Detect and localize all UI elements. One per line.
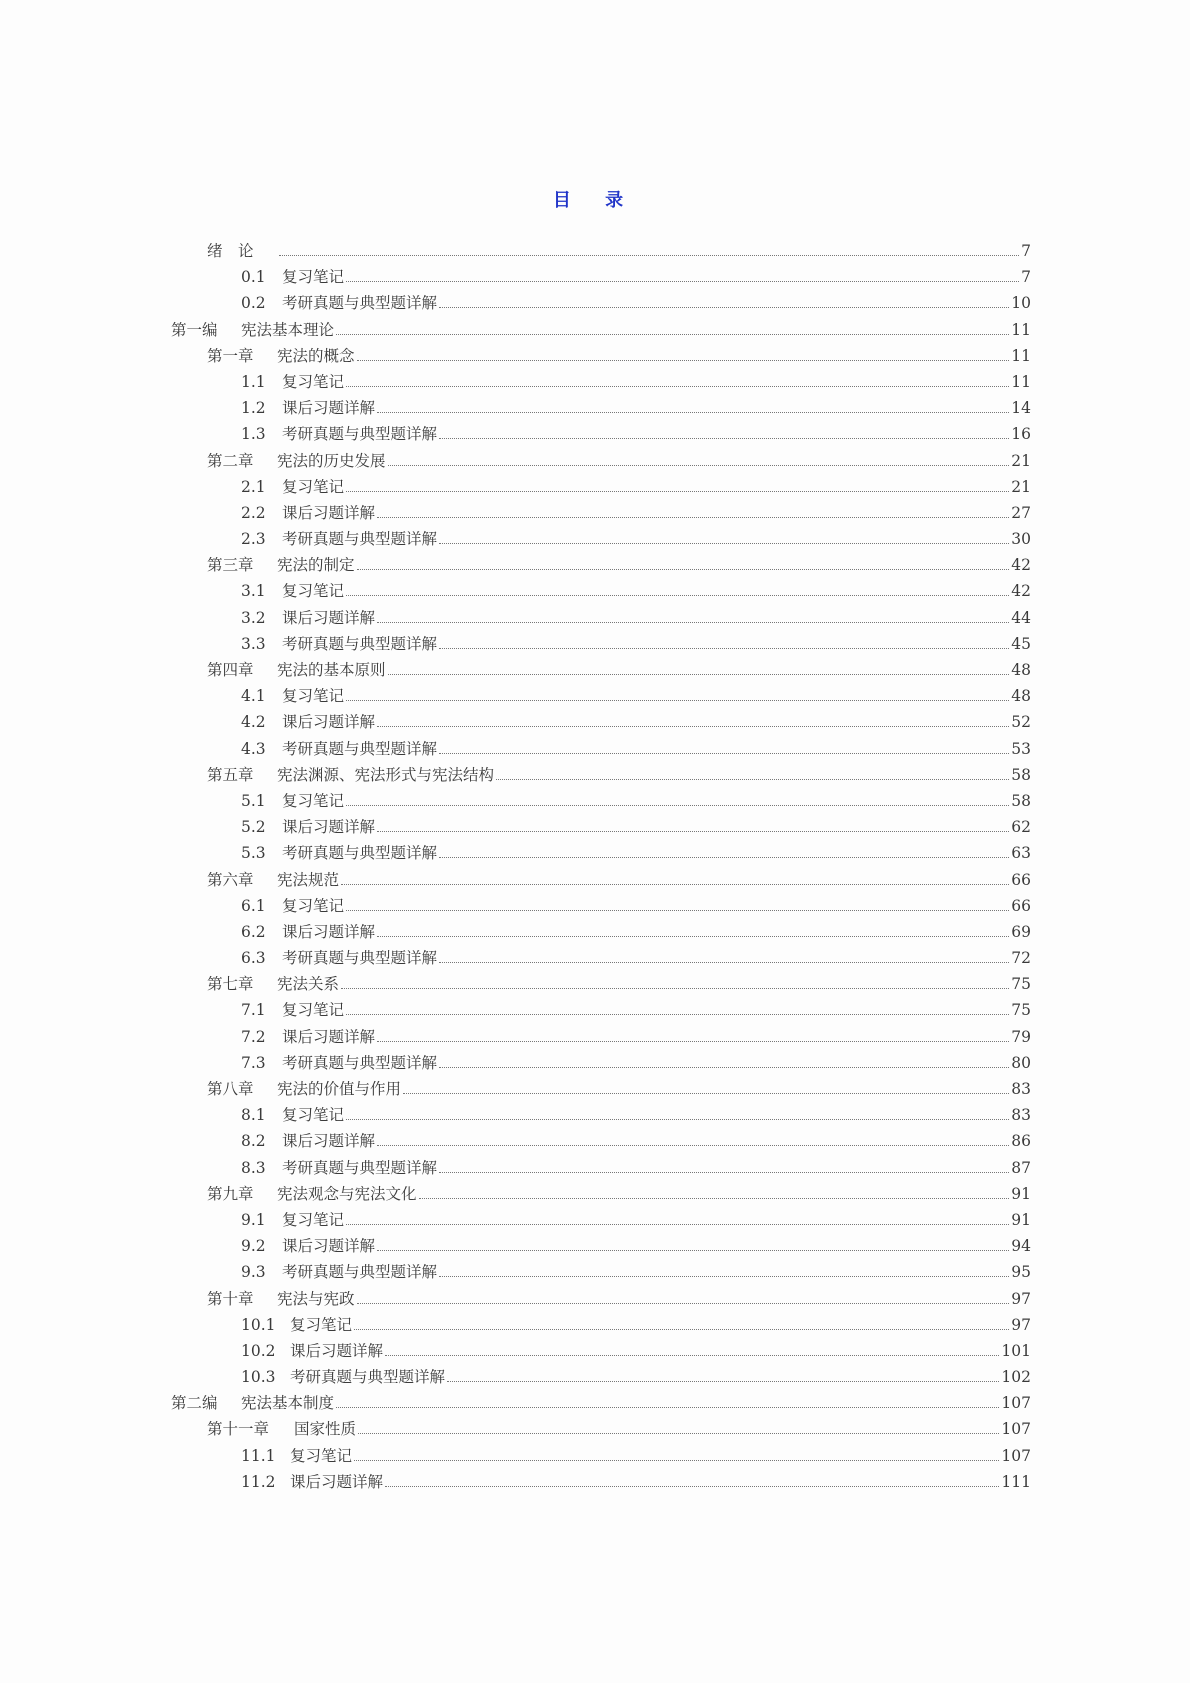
entry-page-number: 66 (1011, 870, 1031, 889)
entry-title: 复习笔记 (290, 1315, 353, 1334)
dot-leader (439, 1172, 1009, 1173)
entry-number: 8.3 (241, 1158, 266, 1177)
entry-page-number: 91 (1011, 1210, 1031, 1229)
dot-leader (439, 962, 1009, 963)
entry-page-number: 72 (1011, 949, 1031, 968)
entry-number: 7.2 (241, 1027, 266, 1046)
entry-title: 复习笔记 (290, 1446, 353, 1465)
entry-number: 绪 论 (207, 242, 254, 260)
toc-entry[interactable] (171, 972, 1031, 998)
entry-page-number: 101 (1001, 1341, 1031, 1360)
entry-title: 宪法渊源、宪法形式与宪法结构 (277, 765, 495, 784)
entry-number: 9.3 (241, 1263, 266, 1282)
entry-title: 课后习题详解 (282, 1237, 376, 1256)
entry-title: 国家性质 (294, 1420, 357, 1439)
entry-page-number: 94 (1011, 1237, 1031, 1256)
entry-title: 考研真题与典型题详解 (282, 949, 438, 968)
entry-number: 8.1 (241, 1106, 266, 1125)
entry-page-number: 83 (1011, 1080, 1031, 1098)
entry-title: 宪法规范 (277, 870, 340, 889)
entry-number: 第六章 (207, 870, 254, 889)
entry-title: 课后习题详解 (282, 608, 376, 627)
entry-number: 第二章 (207, 451, 254, 470)
entry-number: 第九章 (207, 1184, 254, 1203)
dot-leader (377, 622, 1009, 623)
entry-page-number: 14 (1011, 399, 1031, 418)
entry-number: 10.3 (241, 1368, 276, 1387)
dot-leader (336, 1407, 999, 1408)
dot-leader (346, 700, 1009, 701)
dot-leader (385, 1486, 999, 1487)
entry-number: 2.1 (241, 477, 266, 496)
entry-page-number: 97 (1011, 1315, 1031, 1334)
entry-number: 3.1 (241, 582, 266, 601)
toc-entry[interactable] (171, 1287, 1031, 1313)
toc-entry[interactable] (171, 763, 1031, 789)
entry-page-number: 7 (1021, 242, 1031, 260)
entry-number: 第一编 (171, 320, 218, 339)
entry-page-number: 53 (1011, 739, 1031, 758)
toc-entry[interactable] (171, 291, 1031, 317)
toc-entry[interactable] (171, 527, 1031, 553)
entry-page-number: 69 (1011, 922, 1031, 941)
dot-leader (346, 595, 1009, 596)
entry-title: 课后习题详解 (282, 503, 376, 522)
dot-leader (439, 857, 1009, 858)
toc-entry[interactable] (171, 710, 1031, 736)
dot-leader (354, 1329, 1009, 1330)
entry-page-number: 58 (1011, 791, 1031, 810)
entry-page-number: 75 (1011, 975, 1031, 994)
toc-entry[interactable] (171, 658, 1031, 684)
entry-page-number: 102 (1001, 1368, 1031, 1387)
dot-leader (357, 1303, 1010, 1304)
entry-number: 0.1 (241, 268, 266, 287)
toc-entry[interactable] (171, 396, 1031, 422)
toc-entry[interactable] (171, 894, 1031, 920)
toc-entry[interactable] (171, 1260, 1031, 1286)
entry-number: 第五章 (207, 765, 254, 784)
dot-leader (439, 1276, 1009, 1277)
entry-page-number: 52 (1011, 713, 1031, 732)
entry-number: 第十一章 (207, 1420, 270, 1439)
entry-number: 4.1 (241, 687, 266, 706)
toc-title: 目 录 (552, 190, 638, 211)
entry-page-number: 58 (1011, 765, 1031, 784)
toc-entry[interactable] (171, 1339, 1031, 1365)
toc-entry[interactable] (171, 1051, 1031, 1077)
toc-entry[interactable] (171, 1234, 1031, 1260)
entry-title: 考研真题与典型题详解 (282, 425, 438, 444)
entry-page-number: 48 (1011, 661, 1031, 679)
dot-leader (357, 569, 1010, 570)
entry-title: 考研真题与典型题详解 (282, 634, 438, 653)
entry-number: 2.2 (241, 503, 266, 522)
dot-leader (377, 517, 1009, 518)
entry-page-number: 97 (1011, 1289, 1031, 1308)
entry-page-number: 48 (1011, 687, 1031, 706)
entry-page-number: 10 (1011, 294, 1031, 313)
entry-page-number: 21 (1011, 477, 1031, 496)
entry-number: 第八章 (207, 1080, 254, 1098)
toc-entry[interactable] (171, 475, 1031, 501)
dot-leader (358, 1433, 999, 1434)
entry-page-number: 11 (1011, 320, 1031, 339)
toc-entry[interactable] (171, 344, 1031, 370)
entry-title: 复习笔记 (282, 687, 345, 706)
dot-leader (346, 910, 1009, 911)
entry-title: 宪法的制定 (277, 556, 355, 575)
entry-page-number: 79 (1011, 1027, 1031, 1046)
toc-entry[interactable] (171, 449, 1031, 475)
toc-entry[interactable] (171, 920, 1031, 946)
entry-number: 5.1 (241, 791, 266, 810)
toc-entry[interactable] (171, 318, 1031, 344)
dot-leader (439, 753, 1009, 754)
entry-page-number: 66 (1011, 896, 1031, 915)
entry-title: 复习笔记 (282, 582, 345, 601)
entry-title: 复习笔记 (282, 1106, 345, 1125)
entry-title: 课后习题详解 (290, 1341, 384, 1360)
dot-leader (336, 334, 1009, 335)
entry-number: 第三章 (207, 556, 254, 575)
entry-page-number: 87 (1011, 1158, 1031, 1177)
toc-entry[interactable] (171, 815, 1031, 841)
dot-leader (346, 386, 1009, 387)
toc-entry[interactable] (171, 370, 1031, 396)
entry-number: 7.3 (241, 1053, 266, 1072)
entry-number: 4.3 (241, 739, 266, 758)
toc-entry[interactable] (171, 946, 1031, 972)
toc-entry[interactable] (171, 553, 1031, 579)
entry-title: 课后习题详解 (282, 922, 376, 941)
entry-number: 1.3 (241, 425, 266, 444)
dot-leader (496, 779, 1009, 780)
entry-title: 宪法的概念 (277, 346, 355, 365)
entry-page-number: 45 (1011, 634, 1031, 653)
entry-page-number: 80 (1011, 1053, 1031, 1072)
entry-number: 6.2 (241, 922, 266, 941)
entry-page-number: 107 (1001, 1446, 1031, 1465)
dot-leader (279, 255, 1019, 256)
entry-title: 课后习题详解 (282, 818, 376, 837)
toc-entry[interactable] (171, 841, 1031, 867)
entry-number: 第十章 (207, 1289, 254, 1308)
dot-leader (377, 1041, 1009, 1042)
entry-number: 6.3 (241, 949, 266, 968)
entry-page-number: 95 (1011, 1263, 1031, 1282)
entry-number: 3.2 (241, 608, 266, 627)
dot-leader (346, 1224, 1009, 1225)
entry-page-number: 63 (1011, 844, 1031, 863)
toc-entry[interactable] (171, 1129, 1031, 1155)
entry-title: 复习笔记 (282, 1210, 345, 1229)
entry-page-number: 11 (1011, 372, 1031, 391)
entry-page-number: 75 (1011, 1001, 1031, 1020)
entry-number: 7.1 (241, 1001, 266, 1020)
entry-number: 4.2 (241, 713, 266, 732)
entry-page-number: 11 (1011, 346, 1031, 365)
entry-number: 第七章 (207, 975, 254, 994)
dot-leader (341, 884, 1009, 885)
entry-page-number: 30 (1011, 530, 1031, 549)
entry-page-number: 62 (1011, 818, 1031, 837)
entry-title: 考研真题与典型题详解 (282, 1158, 438, 1177)
dot-leader (346, 1119, 1009, 1120)
entry-title: 课后习题详解 (282, 1132, 376, 1151)
dot-leader (439, 1067, 1009, 1068)
toc-entry[interactable] (171, 1391, 1031, 1417)
entry-page-number: 91 (1011, 1184, 1031, 1203)
toc-entry[interactable] (171, 684, 1031, 710)
entry-number: 5.2 (241, 818, 266, 837)
entry-number: 9.1 (241, 1210, 266, 1229)
entry-title: 宪法的价值与作用 (277, 1080, 402, 1098)
dot-leader (439, 648, 1009, 649)
entry-title: 考研真题与典型题详解 (282, 530, 438, 549)
entry-title: 复习笔记 (282, 1001, 345, 1020)
dot-leader (341, 988, 1009, 989)
dot-leader (439, 543, 1009, 544)
dot-leader (385, 1355, 999, 1356)
toc-entry[interactable] (171, 265, 1031, 291)
entry-page-number: 42 (1011, 582, 1031, 601)
entry-title: 复习笔记 (282, 268, 345, 287)
entry-title: 课后习题详解 (282, 399, 376, 418)
entry-page-number: 86 (1011, 1132, 1031, 1151)
toc-entry[interactable] (171, 1365, 1031, 1391)
entry-title: 课后习题详解 (290, 1472, 384, 1491)
toc-entry[interactable] (171, 501, 1031, 527)
entry-page-number: 107 (1001, 1420, 1031, 1439)
entry-number: 10.1 (241, 1315, 276, 1334)
entry-title: 复习笔记 (282, 372, 345, 391)
entry-title: 宪法的基本原则 (277, 661, 386, 679)
entry-title: 考研真题与典型题详解 (282, 1053, 438, 1072)
entry-number: 6.1 (241, 896, 266, 915)
entry-page-number: 83 (1011, 1106, 1031, 1125)
entry-title: 宪法关系 (277, 975, 340, 994)
entry-title: 宪法的历史发展 (277, 451, 386, 470)
entry-title: 宪法观念与宪法文化 (277, 1184, 417, 1203)
dot-leader (354, 1460, 999, 1461)
toc-entry[interactable] (171, 1470, 1031, 1496)
toc-entry[interactable] (171, 632, 1031, 658)
dot-leader (377, 1250, 1009, 1251)
toc-entry[interactable] (171, 1025, 1031, 1051)
dot-leader (346, 805, 1009, 806)
dot-leader (377, 831, 1009, 832)
dot-leader (357, 360, 1010, 361)
entry-page-number: 107 (1001, 1394, 1031, 1413)
entry-title: 复习笔记 (282, 477, 345, 496)
toc-entry[interactable] (171, 868, 1031, 894)
dot-leader (377, 936, 1009, 937)
entry-page-number: 27 (1011, 503, 1031, 522)
dot-leader (403, 1093, 1009, 1094)
toc-entry[interactable] (171, 239, 1031, 265)
toc-entry[interactable] (171, 1313, 1031, 1339)
dot-leader (439, 438, 1009, 439)
entry-title: 宪法基本制度 (241, 1394, 335, 1413)
dot-leader (377, 1145, 1009, 1146)
entry-number: 0.2 (241, 294, 266, 313)
entry-number: 9.2 (241, 1237, 266, 1256)
entry-page-number: 21 (1011, 451, 1031, 470)
toc-entry[interactable] (171, 1208, 1031, 1234)
entry-title: 复习笔记 (282, 896, 345, 915)
dot-leader (346, 1014, 1009, 1015)
dot-leader (346, 281, 1019, 282)
toc-entry[interactable] (171, 606, 1031, 632)
toc-entry[interactable] (171, 789, 1031, 815)
entry-number: 1.2 (241, 399, 266, 418)
entry-title: 宪法基本理论 (241, 320, 335, 339)
entry-title: 考研真题与典型题详解 (282, 844, 438, 863)
entry-number: 2.3 (241, 530, 266, 549)
entry-number: 第一章 (207, 346, 254, 365)
table-of-contents (171, 239, 1031, 1496)
toc-entry[interactable] (171, 422, 1031, 448)
entry-page-number: 7 (1021, 268, 1031, 287)
dot-leader (377, 726, 1009, 727)
entry-title: 课后习题详解 (282, 713, 376, 732)
toc-entry[interactable] (171, 1182, 1031, 1208)
entry-page-number: 16 (1011, 425, 1031, 444)
toc-entry[interactable] (171, 1444, 1031, 1470)
entry-title: 考研真题与典型题详解 (282, 739, 438, 758)
toc-entry[interactable] (171, 998, 1031, 1024)
entry-page-number: 42 (1011, 556, 1031, 575)
toc-entry[interactable] (171, 1417, 1031, 1443)
entry-title: 考研真题与典型题详解 (282, 294, 438, 313)
entry-number: 第四章 (207, 661, 254, 679)
entry-number: 3.3 (241, 634, 266, 653)
entry-number: 10.2 (241, 1341, 276, 1360)
entry-title: 宪法与宪政 (277, 1289, 355, 1308)
entry-title: 考研真题与典型题详解 (282, 1263, 438, 1282)
toc-entry[interactable] (171, 1077, 1031, 1103)
entry-number: 11.2 (241, 1472, 276, 1491)
dot-leader (447, 1381, 999, 1382)
entry-page-number: 111 (1001, 1472, 1031, 1491)
dot-leader (388, 465, 1010, 466)
entry-number: 第二编 (171, 1394, 218, 1413)
entry-title: 考研真题与典型题详解 (290, 1368, 446, 1387)
entry-title: 课后习题详解 (282, 1027, 376, 1046)
entry-page-number: 44 (1011, 608, 1031, 627)
entry-number: 8.2 (241, 1132, 266, 1151)
entry-title: 复习笔记 (282, 791, 345, 810)
entry-number: 5.3 (241, 844, 266, 863)
toc-entry[interactable] (171, 1156, 1031, 1182)
dot-leader (419, 1198, 1010, 1199)
dot-leader (377, 412, 1009, 413)
toc-entry[interactable] (171, 579, 1031, 605)
entry-number: 11.1 (241, 1446, 276, 1465)
toc-entry[interactable] (171, 737, 1031, 763)
entry-number: 1.1 (241, 372, 266, 391)
dot-leader (388, 674, 1010, 675)
dot-leader (346, 491, 1009, 492)
toc-entry[interactable] (171, 1103, 1031, 1129)
dot-leader (439, 307, 1009, 308)
